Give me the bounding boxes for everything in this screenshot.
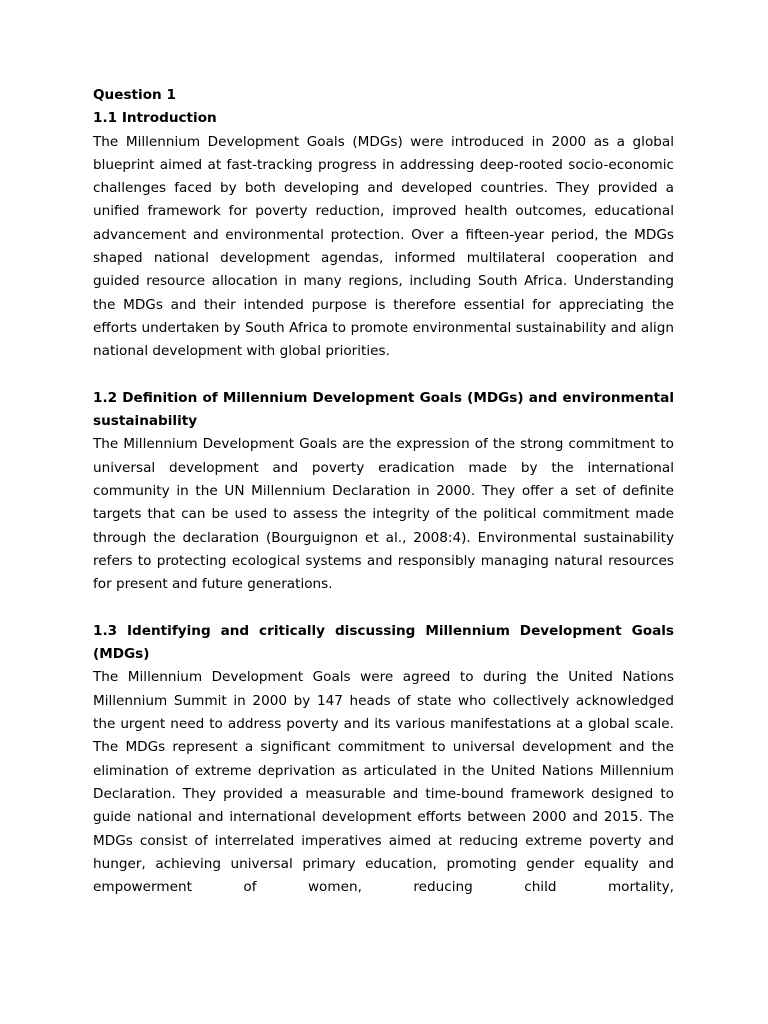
paragraph-spacer <box>93 364 674 387</box>
section-heading-definition: 1.2 Definition of Millennium Development Goals (MDGs) and environmental sustainability <box>93 389 674 430</box>
question-title: Question 1 <box>93 87 176 103</box>
section-body-identifying: The Millennium Development Goals were agreed to during the United Nations Millennium Summit in 2000 by 147 heads of state who collectively acknowledged the urgent need to address poverty and its various manifestations at a global scale. The MDGs represent a significant commitment to universal development and the elimination of extreme deprivation as articulated in the United Nations Millennium Declaration. They provided a measurable and time-bound framework designed to guide national and international development efforts between 2000 and 2015. The MDGs consist of interrelated imperatives aimed at reducing extreme poverty and hunger, achieving universal primary education, promoting gender equality and empowerment of women, reducing child mortality, <box>93 669 674 896</box>
section-heading-introduction: 1.1 Introduction <box>93 110 217 127</box>
section-heading-identifying: 1.3 Identifying and critically discussing Millennium Development Goals (MDGs) <box>93 622 674 663</box>
paragraph-spacer <box>93 597 674 620</box>
document-page <box>93 84 674 899</box>
section-body-definition: The Millennium Development Goals are the expression of the strong commitment to universal development and poverty eradication made by the international community in the UN Millennium Declaration in 2000. They offer a set of definite targets that can be used to assess the integrity of the political commitment made through the declaration (Bourguignon et al., 2008:4). Environmental sustainability refers to protecting ecological systems and responsibly managing natural resources for present and future generations. <box>93 436 674 593</box>
section-body-introduction: The Millennium Development Goals (MDGs) were introduced in 2000 as a global blueprint aimed at fast-tracking progress in addressing deep-rooted socio-economic challenges faced by both developing and developed countries. They provided a unified framework for poverty reduction, improved health outcomes, educational advancement and environmental protection. Over a fifteen-year period, the MDGs shaped national development agendas, informed multilateral cooperation and guided resource allocation in many regions, including South Africa. Understanding the MDGs and their intended purpose is therefore essential for appreciating the efforts undertaken by South Africa to promote environmental sustainability and align national development with global priorities. <box>93 133 674 360</box>
